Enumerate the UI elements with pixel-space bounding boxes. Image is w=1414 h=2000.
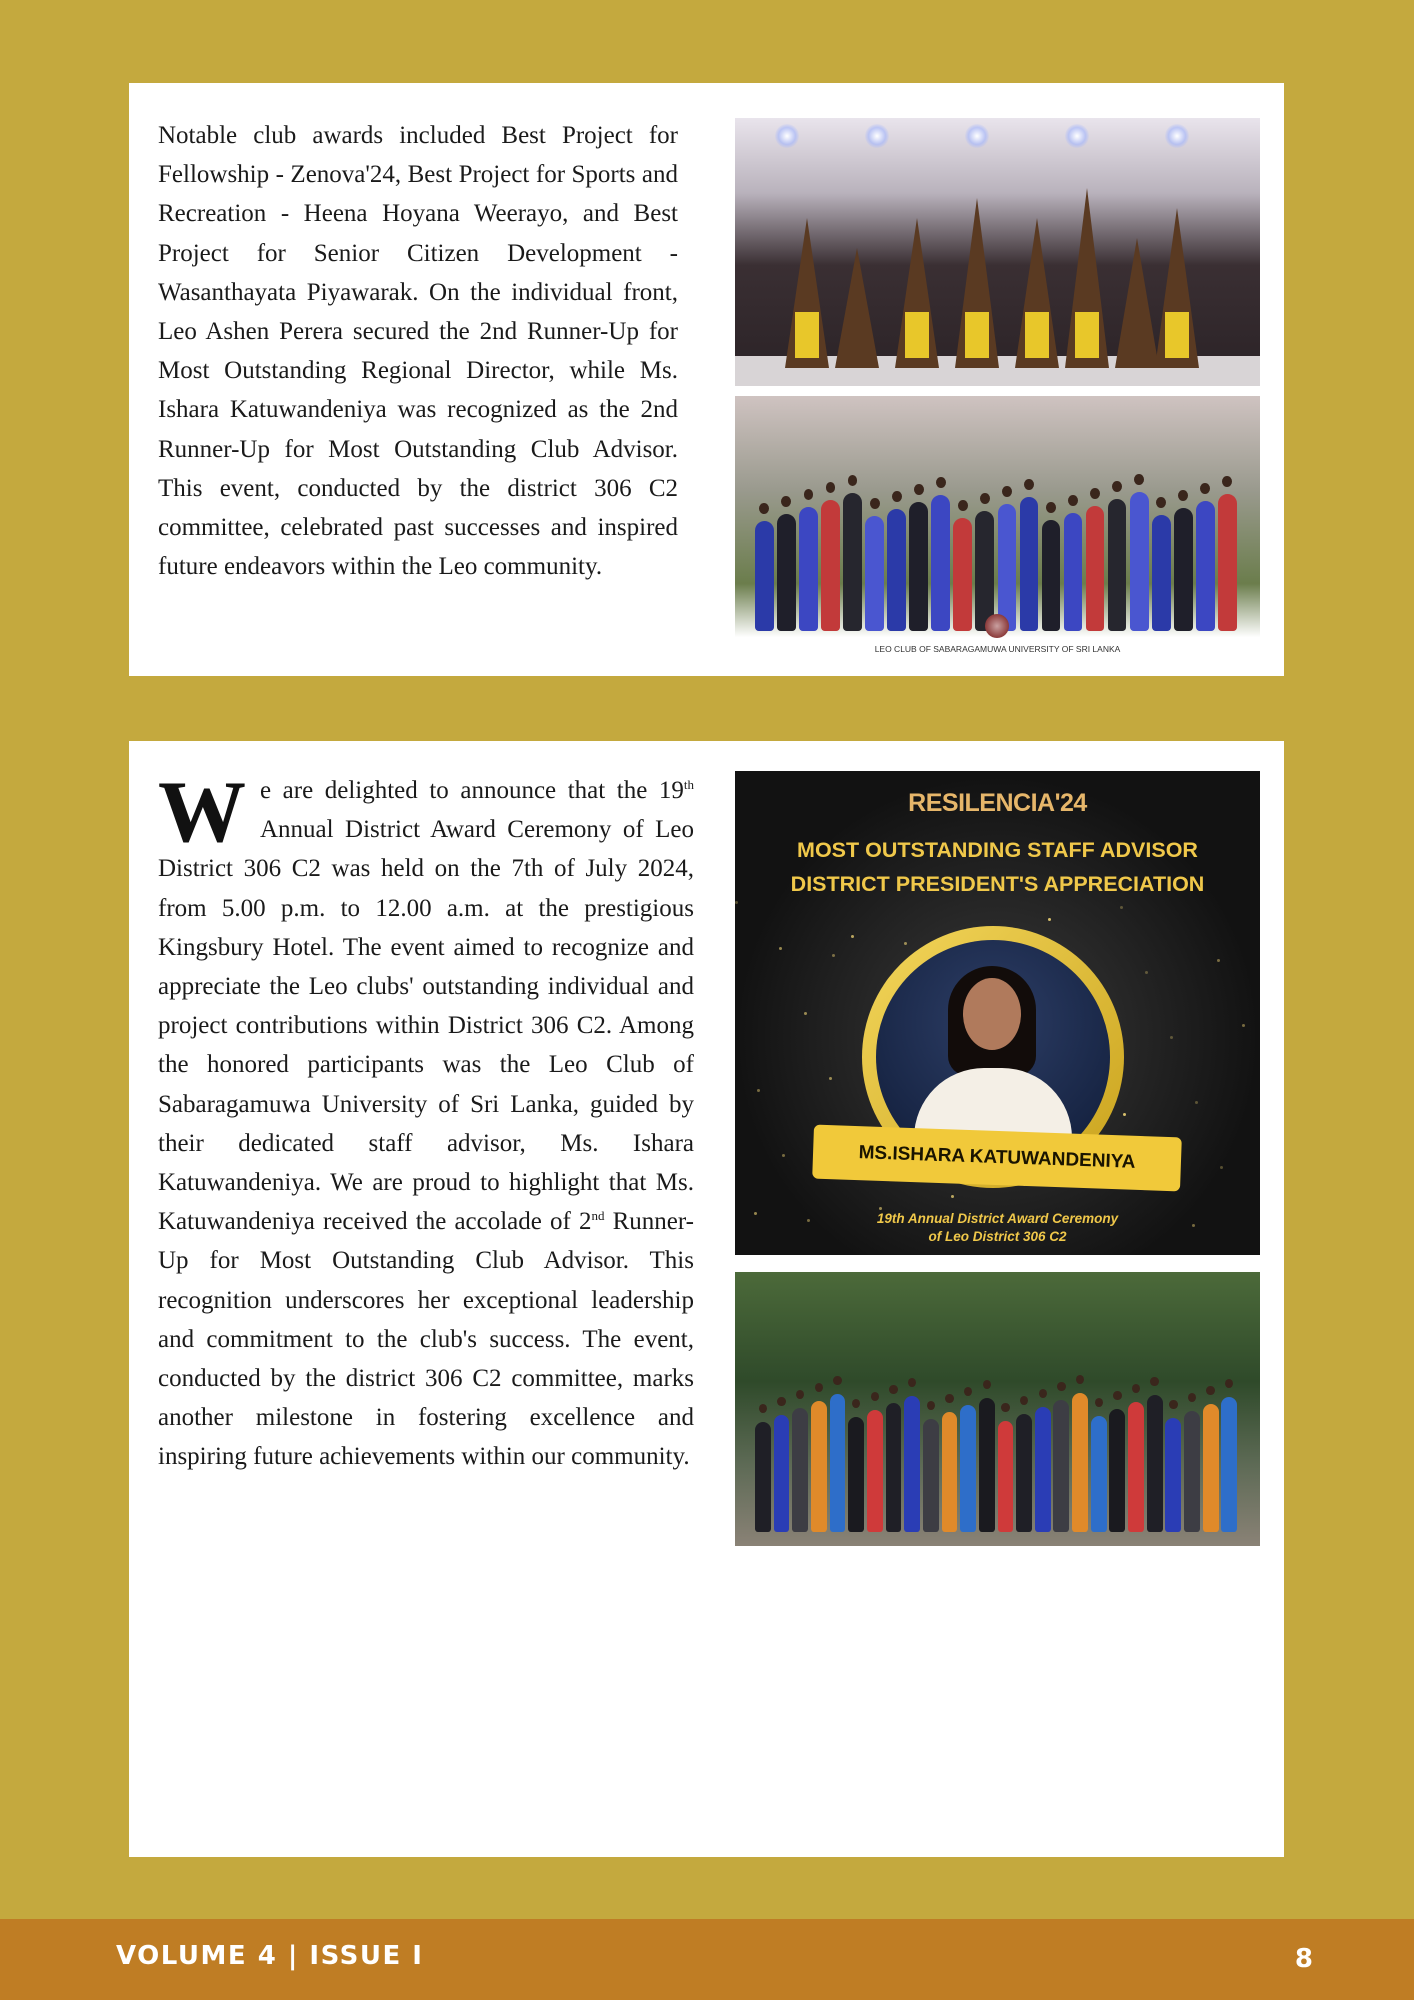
poster-title [735, 833, 1260, 901]
group-member-head [1200, 483, 1210, 494]
group-member-head [1068, 495, 1078, 506]
sparkle-dot [735, 901, 738, 904]
poster-brand: RESILENCIA'24 [908, 789, 1087, 817]
group-member-figure [865, 516, 884, 631]
group-member-head [936, 477, 946, 488]
group-member-head [927, 1401, 935, 1410]
awards-paragraph: Notable club awards included Best Project for Fellowship - Zenova'24, Best Project for Sports and Recreation - Heena Hoyana Weerayo, and Best Project for Senior Citizen Development - Wasanthayata Piyawarak. On the individual front, Leo Ashen Perera secured the 2nd Runner-Up for Most Outstanding Regional Director, while Ms. Ishara Katuwandeniya was recognized as the 2nd Runner-Up for Most Outstanding Club Advisor. This event, conducted by the district 306 C2 committee, celebrated past successes and inspired future endeavors within the Leo community. [158, 122, 678, 581]
group-member-head [1134, 474, 1144, 485]
group-member-figure [867, 1410, 883, 1532]
group-member-head [889, 1385, 897, 1394]
article-card-awards [129, 83, 1284, 676]
sparkle-dot [1242, 1024, 1245, 1027]
group-member-head [983, 1380, 991, 1389]
group-member-figure [830, 1394, 846, 1532]
sparkle-dot [832, 954, 835, 957]
group-member-head [892, 491, 902, 502]
group-member-head [958, 500, 968, 511]
sparkle-dot [1123, 1113, 1126, 1116]
group-member-figure [1165, 1418, 1181, 1532]
group-member-figure [1016, 1414, 1032, 1532]
group-member-head [1188, 1393, 1196, 1402]
poster-footer-line-1: 19th Annual District Award Ceremony [876, 1211, 1119, 1226]
group-photo-caption: LEO CLUB OF SABARAGAMUWA UNIVERSITY OF SRI LANKA [874, 644, 1121, 654]
group-member-head [1024, 479, 1034, 490]
group-member-head [914, 484, 924, 495]
page-number: 8 [1294, 1944, 1313, 1974]
staff-advisor-award-poster [735, 771, 1260, 1255]
group-member-figure [960, 1405, 976, 1532]
group-member-head [1169, 1400, 1177, 1409]
group-member-head [1225, 1379, 1233, 1388]
group-member-head [804, 489, 814, 500]
club-group-photo [735, 396, 1260, 664]
group-member-head [1020, 1396, 1028, 1405]
trophy-plate [1025, 312, 1049, 358]
group-member-figure [942, 1412, 958, 1532]
group-member-head [1076, 1375, 1084, 1384]
group-member-head [796, 1390, 804, 1399]
advisor-name: MS.ISHARA KATUWANDENIYA [858, 1142, 1136, 1173]
sparkle-dot [1120, 906, 1123, 909]
group-member-head [833, 1376, 841, 1385]
group-member-figure [1053, 1400, 1069, 1532]
group-member-figure [923, 1419, 939, 1532]
group-member-head [781, 496, 791, 507]
group-member-figure [843, 493, 862, 631]
group-member-figure [904, 1396, 920, 1532]
group-member-head [1002, 486, 1012, 497]
group-member-head [1132, 1384, 1140, 1393]
group-member-head [1039, 1389, 1047, 1398]
group-member-head [759, 503, 769, 514]
group-member-figure [799, 507, 818, 631]
trophy-plate [1165, 312, 1189, 358]
group-member-head [1112, 481, 1122, 492]
group-member-figure [1108, 499, 1127, 631]
group-member-head [826, 482, 836, 493]
sparkle-dot [829, 1077, 832, 1080]
group-member-figure [848, 1417, 864, 1532]
group-member-figure [998, 1421, 1014, 1532]
ceiling-light [775, 124, 799, 148]
sparkle-dot [1048, 918, 1051, 921]
poster-footer [735, 1210, 1260, 1246]
sparkle-dot [951, 1195, 954, 1198]
name-ribbon [812, 1125, 1182, 1192]
group-member-head [1001, 1403, 1009, 1412]
group-member-figure [1109, 1409, 1125, 1532]
superscript-th: th [683, 777, 694, 792]
group-member-figure [1174, 508, 1193, 631]
ceremony-text-part-2: Annual District Award Ceremony of Leo District 306 C2 was held on the 7th of July 2024, from 5.00 p.m. to 12.00 a.m. at the prestigious Kingsbury Hotel. The event aimed to recognize and appreciate the Leo clubs' outstanding individual and project contributions within District 306 C2. Among the honored participants was the Leo Club of Sabaragamuwa University of Sri Lanka, guided by their dedicated staff advisor, Ms. Ishara Katuwandeniya. We are proud to highlight that Ms. Katuwandeniya received the accolade of 2 [158, 816, 694, 1236]
group-member-head [945, 1394, 953, 1403]
group-member-figure [953, 518, 972, 631]
group-member-figure [777, 514, 796, 631]
ceremony-text-part-1: e are delighted to announce that the 19 [260, 777, 684, 804]
group-member-head [1178, 490, 1188, 501]
sparkle-dot [779, 947, 782, 950]
ceiling-light [865, 124, 889, 148]
trophy-plate [795, 312, 819, 358]
group-member-figure [1218, 494, 1237, 631]
group-member-figure [1152, 515, 1171, 631]
club-garden-group-photo [735, 1272, 1260, 1546]
group-member-figure [909, 502, 928, 631]
trophy [1115, 238, 1159, 368]
group-member-figure [1147, 1395, 1163, 1532]
page-footer [0, 1919, 1414, 2000]
club-logo [985, 614, 1009, 638]
sparkle-dot [904, 942, 907, 945]
group-member-figure [931, 495, 950, 631]
group-member-figure [792, 1408, 808, 1532]
sparkle-dot [1217, 959, 1220, 962]
sparkle-dot [1170, 1036, 1173, 1039]
ceremony-paragraph [158, 764, 694, 1477]
trophy-plate [905, 312, 929, 358]
poster-footer-line-2: of Leo District 306 C2 [928, 1229, 1067, 1244]
awards-trophies-photo [735, 118, 1260, 386]
group-member-figure [1091, 1416, 1107, 1532]
sparkle-dot [851, 935, 854, 938]
group-member-figure [1072, 1393, 1088, 1532]
group-member-figure [1086, 506, 1105, 631]
group-member-head [777, 1397, 785, 1406]
group-member-head [1113, 1391, 1121, 1400]
group-member-head [908, 1378, 916, 1387]
group-member-head [1046, 502, 1056, 513]
group-member-figure [998, 504, 1017, 631]
group-member-head [871, 1392, 879, 1401]
group-member-figure [1064, 513, 1083, 631]
group-member-head [1150, 1377, 1158, 1386]
group-member-head [1222, 476, 1232, 487]
group-member-head [759, 1404, 767, 1413]
group-member-figure [774, 1415, 790, 1532]
group-member-head [1156, 497, 1166, 508]
group-member-head [1090, 488, 1100, 499]
sparkle-dot [1220, 1166, 1223, 1169]
group-member-figure [1184, 1411, 1200, 1532]
ceiling-light [1165, 124, 1189, 148]
group-member-figure [979, 1398, 995, 1532]
group-member-head [848, 475, 858, 486]
sparkle-dot [1195, 1101, 1198, 1104]
trophy-plate [965, 312, 989, 358]
ceremony-text-part-3: Runner-Up for Most Outstanding Club Advisor. This recognition underscores her exceptional leadership and commitment to the club's success. The event, conducted by the district 306 C2 committee, marks another milestone in fostering excellence and inspiring future achievements within our community. [158, 1208, 694, 1471]
group-member-figure [1128, 1402, 1144, 1532]
sparkle-dot [804, 1012, 807, 1015]
group-member-figure [1196, 501, 1215, 631]
drop-cap: W [158, 764, 246, 861]
group-member-head [815, 1383, 823, 1392]
trophy-plate [1075, 312, 1099, 358]
article-card-ceremony [129, 741, 1284, 1857]
group-member-figure [1203, 1404, 1219, 1532]
group-member-head [852, 1399, 860, 1408]
group-member-head [1206, 1386, 1214, 1395]
volume-issue-label: VOLUME 4 | ISSUE I [116, 1941, 424, 1971]
group-member-figure [1042, 520, 1061, 631]
group-member-figure [755, 521, 774, 631]
poster-title-line-2: DISTRICT PRESIDENT'S APPRECIATION [790, 872, 1205, 896]
group-member-figure [887, 509, 906, 631]
group-member-figure [811, 1401, 827, 1532]
trophy [835, 248, 879, 368]
group-member-figure [1035, 1407, 1051, 1532]
group-member-head [1057, 1382, 1065, 1391]
group-member-figure [755, 1422, 771, 1532]
group-member-figure [1020, 497, 1039, 631]
poster-title-line-1: MOST OUTSTANDING STAFF ADVISOR [797, 838, 1198, 862]
sparkle-dot [757, 1089, 760, 1092]
group-member-figure [821, 500, 840, 631]
group-member-head [964, 1387, 972, 1396]
group-member-figure [975, 511, 994, 631]
portrait-face [963, 978, 1021, 1050]
group-member-figure [1221, 1397, 1237, 1532]
group-member-head [980, 493, 990, 504]
sparkle-dot [782, 1154, 785, 1157]
ceiling-light [1065, 124, 1089, 148]
group-member-figure [1130, 492, 1149, 631]
ceiling-light [965, 124, 989, 148]
sparkle-dot [1145, 971, 1148, 974]
group-member-figure [886, 1403, 902, 1532]
group-member-head [870, 498, 880, 509]
superscript-nd: nd [591, 1208, 605, 1224]
group-member-head [1095, 1398, 1103, 1407]
